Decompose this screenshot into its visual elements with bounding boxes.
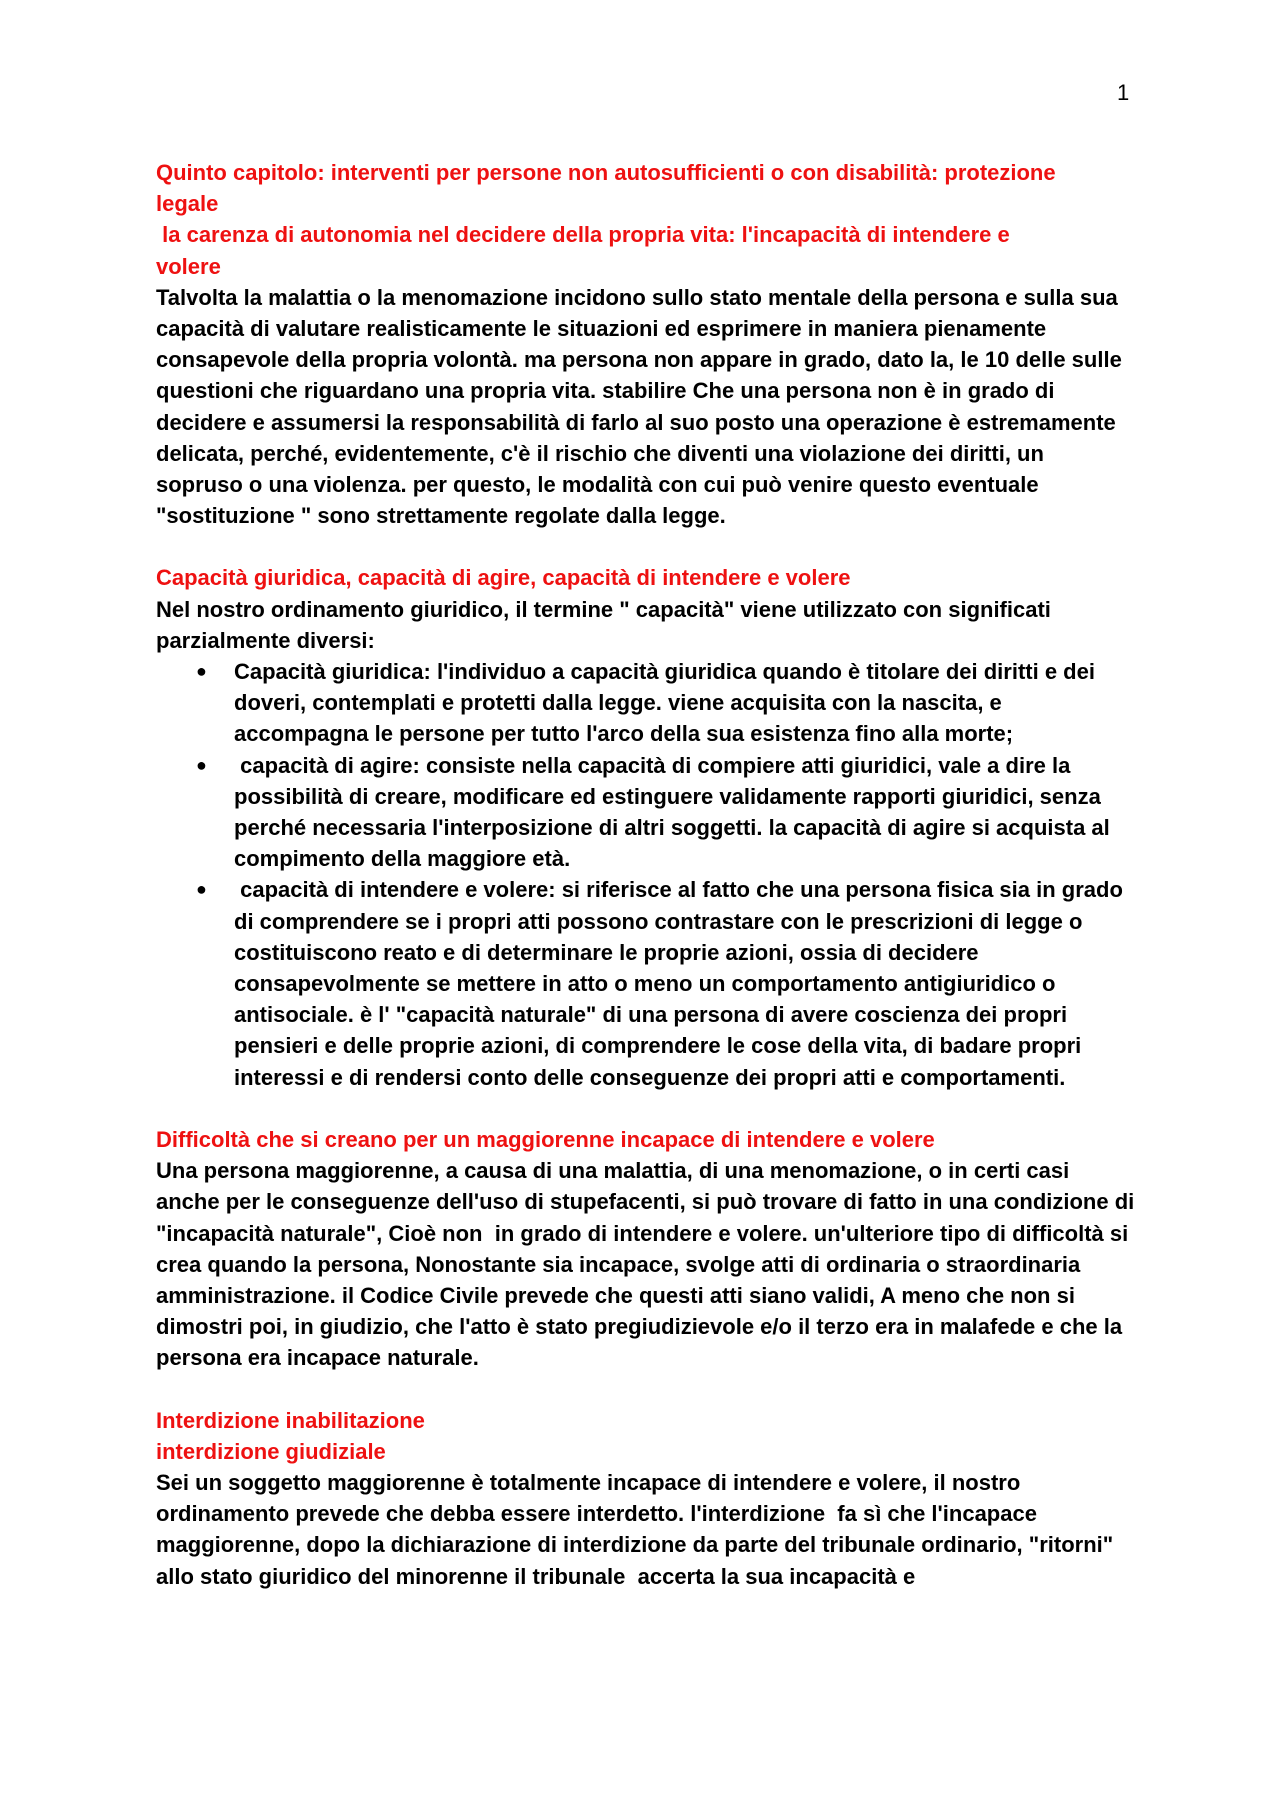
chapter-subtitle-line-1: la carenza di autonomia nel decidere della propria vita: l'incapacità di intendere e [156, 222, 1010, 248]
list-item [196, 874, 1136, 1092]
page-number: 1 [1117, 80, 1130, 105]
document-body [156, 157, 1141, 1592]
list-item-text: capacità di intendere e volere: si riferisce al fatto che una persona fisica sia in grado di comprendere se i propri atti possono contrastare con le prescrizioni di legge o costituiscono reato e di determinare le proprie azioni, ossia di decidere consapevolmente se mettere in atto o meno un comportamento antigiuridico o antisociale. è l' "capacità naturale" di una persona di avere coscienza dei propri pensieri e delle proprie azioni, di comprendere le cose della vita, di badare propri interessi e di rendersi conto delle conseguenze dei propri atti e comportamenti. [234, 877, 1130, 1090]
subsection-heading-interdizione-giudiziale: interdizione giudiziale [156, 1438, 386, 1464]
bullet-icon: ● [196, 879, 207, 900]
section-heading-interdizione: Interdizione inabilitazione [156, 1407, 425, 1433]
capacita-list [156, 656, 1136, 1093]
chapter-title [156, 157, 1136, 219]
intro-paragraph: Talvolta la malattia o la menomazione incidono sullo stato mentale della persona e sulla sua capacità di valutare realisticamente le situazioni ed esprimere in maniera pienamente consapevole della propria volontà. ma persona non appare in grado, dato la, le 10 delle sulle questioni che riguardano una propria vita. stabilire Che una persona non è in grado di decidere e assumersi la responsabilità di farlo al suo posto una operazione è estremamente delicata, perché, evidentemente, c'è il rischio che diventi una violazione dei diritti, un sopruso o una violenza. per questo, le modalità con cui può venire questo eventuale "sostituzione " sono strettamente regolate dalla legge. [156, 284, 1122, 529]
list-item [196, 750, 1136, 875]
section-heading-capacita: Capacità giuridica, capacità di agire, capacità di intendere e volere [156, 565, 851, 591]
chapter-title-line-1: Quinto capitolo: interventi per persone non autosufficienti o con disabilità: protezione [156, 160, 1056, 185]
spacer [156, 1093, 1136, 1124]
spacer [156, 531, 1136, 562]
list-item-text: capacità di agire: consiste nella capacità di compiere atti giuridici, vale a dire la possibilità di creare, modificare ed estinguere validamente rapporti giuridici, senza perché necessaria l'interposizione di altri soggetti. la capacità di agire si acquista al compimento della maggiore età. [234, 752, 1116, 872]
difficolta-paragraph: Una persona maggiorenne, a causa di una malattia, di una menomazione, o in certi casi anche per le conseguenze dell'uso di stupefacenti, si può trovare di fatto in una condizione di "incapacità naturale", Cioè non in grado di intendere e volere. un'ulteriore tipo di difficoltà si crea quando la persona, Nonostante sia incapace, svolge atti di ordinaria o straordinaria amministrazione. il Codice Civile prevede che questi atti siano validi, A meno che non si dimostri poi, in giudizio, che l'atto è stato pregiudizievole e/o il terzo era in malafede e che la persona era incapace naturale. [156, 1158, 1141, 1371]
chapter-subtitle-line-2: volere [156, 253, 221, 279]
chapter-subtitle [156, 219, 1136, 281]
bullet-icon: ● [196, 754, 207, 775]
interdizione-paragraph: Sei un soggetto maggiorenne è totalmente incapace di intendere e volere, il nostro ordinamento prevede che debba essere interdetto. l'interdizione fa sì che l'incapace maggiorenne, dopo la dichiarazione di interdizione da parte del tribunale ordinario, "ritorni" allo stato giuridico del minorenne il tribunale accerta la sua incapacità e [156, 1469, 1120, 1589]
list-item-text: Capacità giuridica: l'individuo a capacità giuridica quando è titolare dei diritti e dei doveri, contemplati e protetti dalla legge. viene acquisita con la nascita, e accompagna le persone per tutto l'arco della sua esistenza fino alla morte; [234, 659, 1102, 747]
bullet-icon: ● [196, 661, 207, 682]
section-heading-difficolta: Difficoltà che si creano per un maggiorenne incapace di intendere e volere [156, 1126, 935, 1152]
spacer [156, 1374, 1136, 1405]
list-item [196, 656, 1136, 750]
chapter-title-line-2: legale [156, 191, 219, 217]
capacita-intro: Nel nostro ordinamento giuridico, il termine " capacità" viene utilizzato con significati parzialmente diversi: [156, 596, 1051, 653]
